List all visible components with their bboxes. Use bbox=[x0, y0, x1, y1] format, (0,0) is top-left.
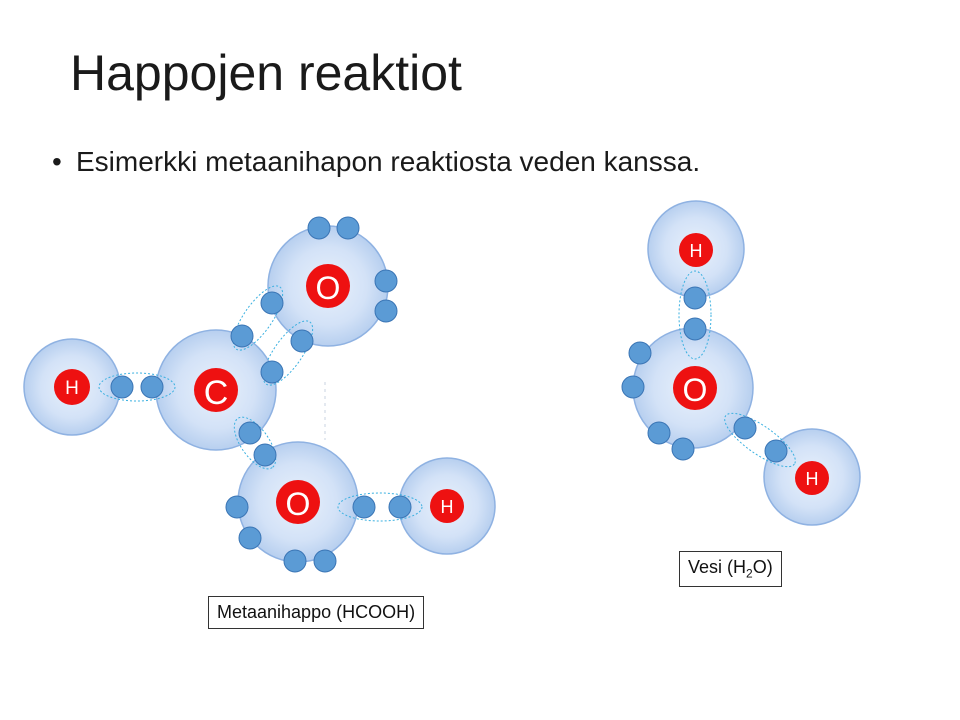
bullet-dot-icon: • bbox=[52, 146, 62, 177]
electron bbox=[141, 376, 163, 398]
bullet-text: Esimerkki metaanihapon reaktiosta veden kanssa. bbox=[76, 146, 701, 177]
atom-label-o-top: O bbox=[315, 270, 341, 306]
electron bbox=[389, 496, 411, 518]
electron bbox=[765, 440, 787, 462]
electron bbox=[111, 376, 133, 398]
electron bbox=[284, 550, 306, 572]
electron bbox=[648, 422, 670, 444]
electron bbox=[622, 376, 644, 398]
electron bbox=[629, 342, 651, 364]
electron bbox=[231, 325, 253, 347]
atom-label-c: C bbox=[203, 374, 229, 412]
slide-title: Happojen reaktiot bbox=[70, 45, 462, 101]
water-label-prefix: Vesi (H bbox=[688, 557, 747, 577]
electron bbox=[261, 292, 283, 314]
electron bbox=[308, 217, 330, 239]
atom-label-o-bottom: O bbox=[285, 486, 311, 522]
electron bbox=[375, 300, 397, 322]
formic-acid-molecule bbox=[24, 217, 495, 572]
electron bbox=[261, 361, 283, 383]
electron bbox=[239, 422, 261, 444]
electron bbox=[254, 444, 276, 466]
electron bbox=[375, 270, 397, 292]
water-label bbox=[679, 551, 782, 587]
water-molecule bbox=[622, 201, 860, 525]
electron bbox=[239, 527, 261, 549]
electron bbox=[684, 287, 706, 309]
electron bbox=[672, 438, 694, 460]
water-label-suffix: O) bbox=[752, 557, 773, 577]
electron bbox=[353, 496, 375, 518]
atom-label-o: O bbox=[682, 372, 708, 408]
atom-label-h: H bbox=[440, 497, 454, 517]
formic-acid-label-text: Metaanihappo (HCOOH) bbox=[217, 602, 416, 622]
atom-label-h: H bbox=[805, 469, 819, 489]
atom-label-h: H bbox=[65, 378, 79, 399]
water-label-subscript: 2 bbox=[746, 566, 753, 581]
electron bbox=[734, 417, 756, 439]
electron bbox=[226, 496, 248, 518]
atom-label-h: H bbox=[689, 241, 703, 261]
formic-acid-label bbox=[208, 596, 424, 629]
electron bbox=[337, 217, 359, 239]
electron bbox=[684, 318, 706, 340]
electron bbox=[314, 550, 336, 572]
electron bbox=[291, 330, 313, 352]
